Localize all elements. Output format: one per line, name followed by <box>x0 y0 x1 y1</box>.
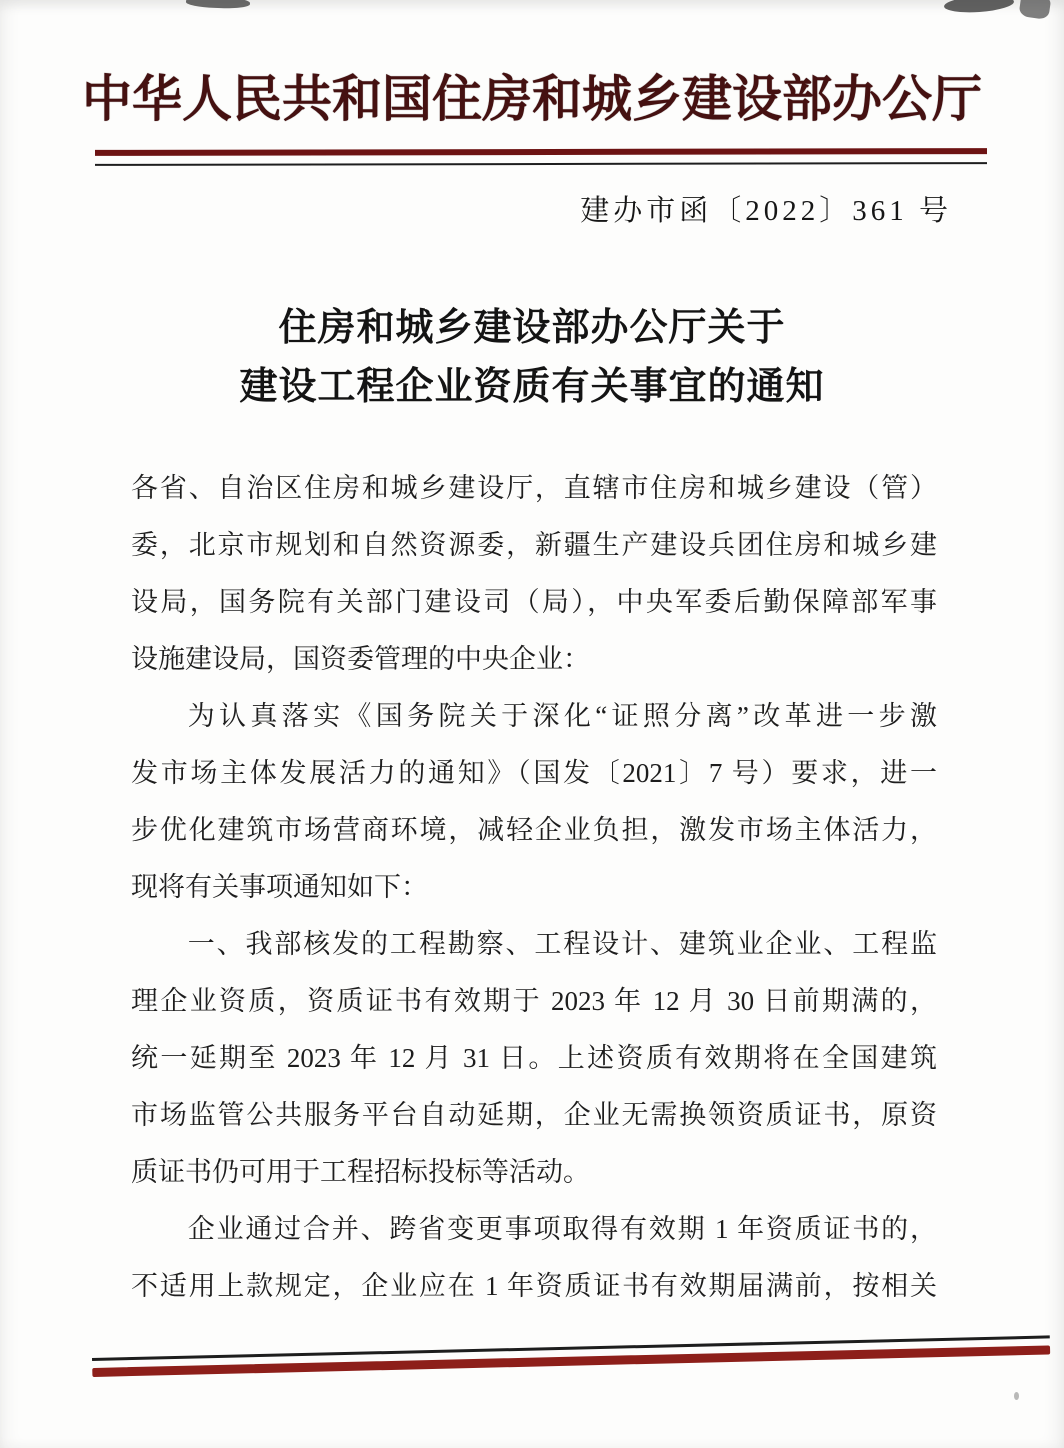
body-line: 步优化建筑市场营商环境，减轻企业负担，激发市场主体活力， <box>131 815 937 845</box>
page-bottom-rule <box>92 1335 1050 1377</box>
body-line: 设施建设局，国资委管理的中央企业： <box>131 644 590 674</box>
body-line: 一、我部核发的工程勘察、工程设计、建筑业企业、工程监 <box>187 929 937 959</box>
notice-title-line-1: 住房和城乡建设部办公厅关于 <box>278 307 786 349</box>
notice-title <box>0 299 1064 417</box>
scan-smudge <box>1014 1392 1019 1400</box>
document-number: 建办市函〔2022〕361 号 <box>580 195 952 227</box>
body-line: 不适用上款规定，企业应在 1 年资质证书有效期届满前，按相关 <box>131 1271 937 1301</box>
letterhead-rule-black <box>95 162 987 166</box>
body-line: 统一延期至 2023 年 12 月 31 日。上述资质有效期将在全国建筑 <box>131 1043 937 1073</box>
body-line: 理企业资质，资质证书有效期于 2023 年 12 月 30 日前期满的， <box>131 986 937 1016</box>
body-line: 现将有关事项通知如下： <box>131 872 428 902</box>
page-bottom-rule-red <box>92 1345 1050 1377</box>
letterhead-rule-red <box>95 148 987 156</box>
scan-smudge <box>186 0 250 9</box>
notice-body <box>131 460 937 1315</box>
notice-title-line-2: 建设工程企业资质有关事宜的通知 <box>239 366 825 408</box>
scan-smudge <box>1018 0 1051 20</box>
body-line: 设局，国务院有关部门建设司（局），中央军委后勤保障部军事 <box>131 587 937 617</box>
scan-smudge <box>944 0 1015 14</box>
body-line: 市场监管公共服务平台自动延期，企业无需换领资质证书，原资 <box>131 1100 937 1130</box>
body-line: 委，北京市规划和自然资源委，新疆生产建设兵团住房和城乡建 <box>131 530 937 560</box>
body-line: 质证书仍可用于工程招标投标等活动。 <box>131 1157 590 1187</box>
body-line: 企业通过合并、跨省变更事项取得有效期 1 年资质证书的， <box>187 1214 937 1244</box>
body-line: 为认真落实《国务院关于深化“证照分离”改革进一步激 <box>187 701 937 731</box>
body-line: 各省、自治区住房和城乡建设厅，直辖市住房和城乡建设（管） <box>131 473 937 503</box>
letterhead-title: 中华人民共和国住房和城乡建设部办公厅 <box>82 71 982 127</box>
body-line: 发市场主体发展活力的通知》（国发〔2021〕7 号）要求，进一 <box>131 758 937 788</box>
